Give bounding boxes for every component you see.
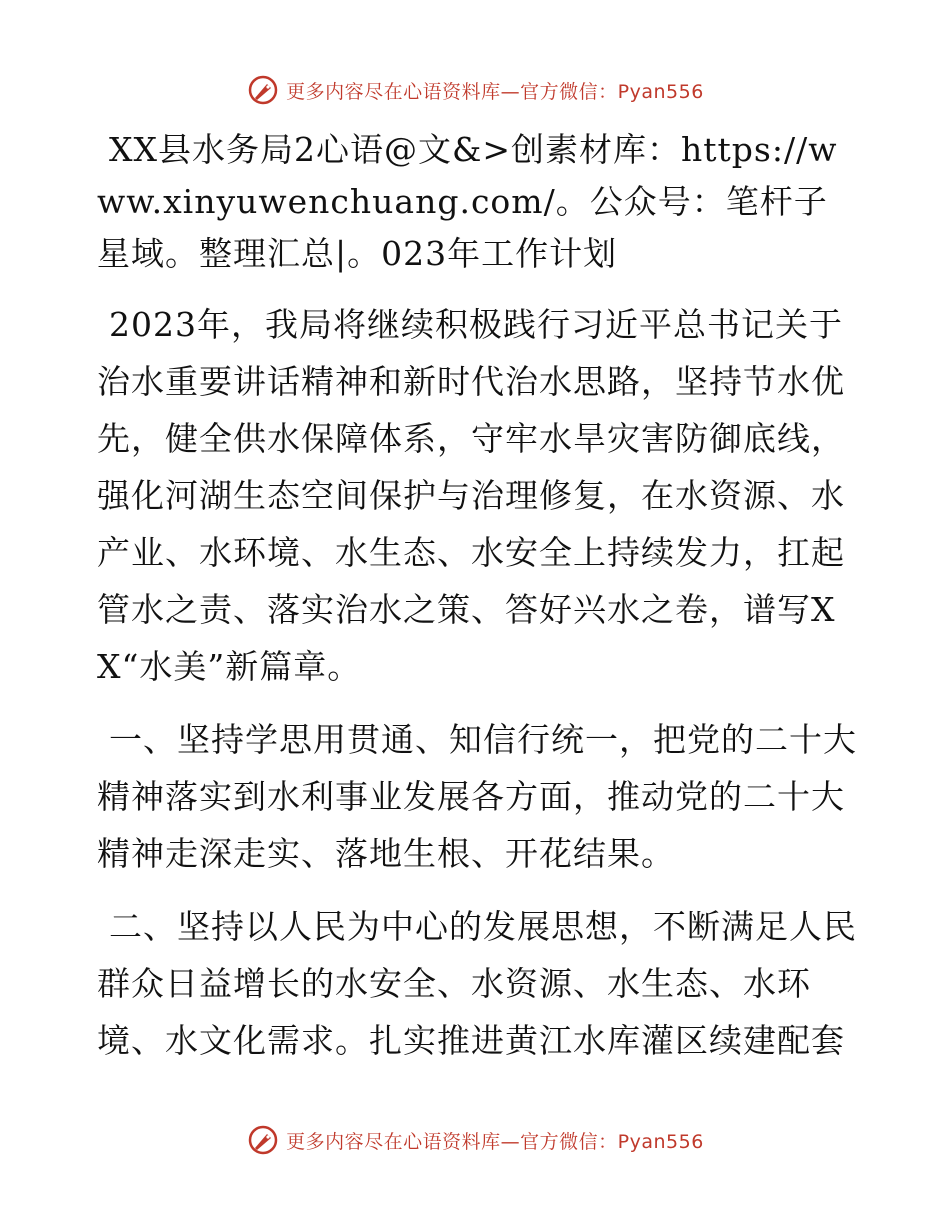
intro-paragraph: 2023年，我局将继续积极践行习近平总书记关于治水重要讲话精神和新时代治水思路，坚持节水优先，健全供水保障体系，守牢水旱灾害防御底线，强化河湖生态空间保护与治理修复，在水资源、水产业、水环境、水生态、水安全上持续发力，扛起管水之责、落实治水之策、答好兴水之卷，谱写XX“水美”新篇章。	[97, 305, 845, 686]
section-one-paragraph: 一、坚持学思用贯通、知信行统一，把党的二十大精神落实到水利事业发展各方面，推动党的二十大精神走深走实、落地生根、开花结果。	[97, 720, 857, 873]
header-watermark-text: 更多内容尽在心语资料库—官方微信：Pyan556	[286, 80, 704, 103]
pen-nib-logo-icon	[246, 73, 280, 107]
header-watermark-banner	[0, 70, 950, 110]
document-title: XX县水务局2心语@文&>创素材库：https://www.xinyuwenchuang.com/。公众号：笔杆子星域。整理汇总|。023年工作计划	[97, 130, 838, 273]
pen-nib-logo-icon	[246, 1123, 280, 1157]
footer-watermark-banner	[0, 1120, 950, 1160]
document-body	[97, 124, 857, 1085]
section-two-paragraph: 二、坚持以人民为中心的发展思想，不断满足人民群众日益增长的水安全、水资源、水生态、水环境、水文化需求。扎实推进黄江水库灌区续建配套	[97, 907, 857, 1060]
footer-watermark-text: 更多内容尽在心语资料库—官方微信：Pyan556	[286, 1130, 704, 1153]
